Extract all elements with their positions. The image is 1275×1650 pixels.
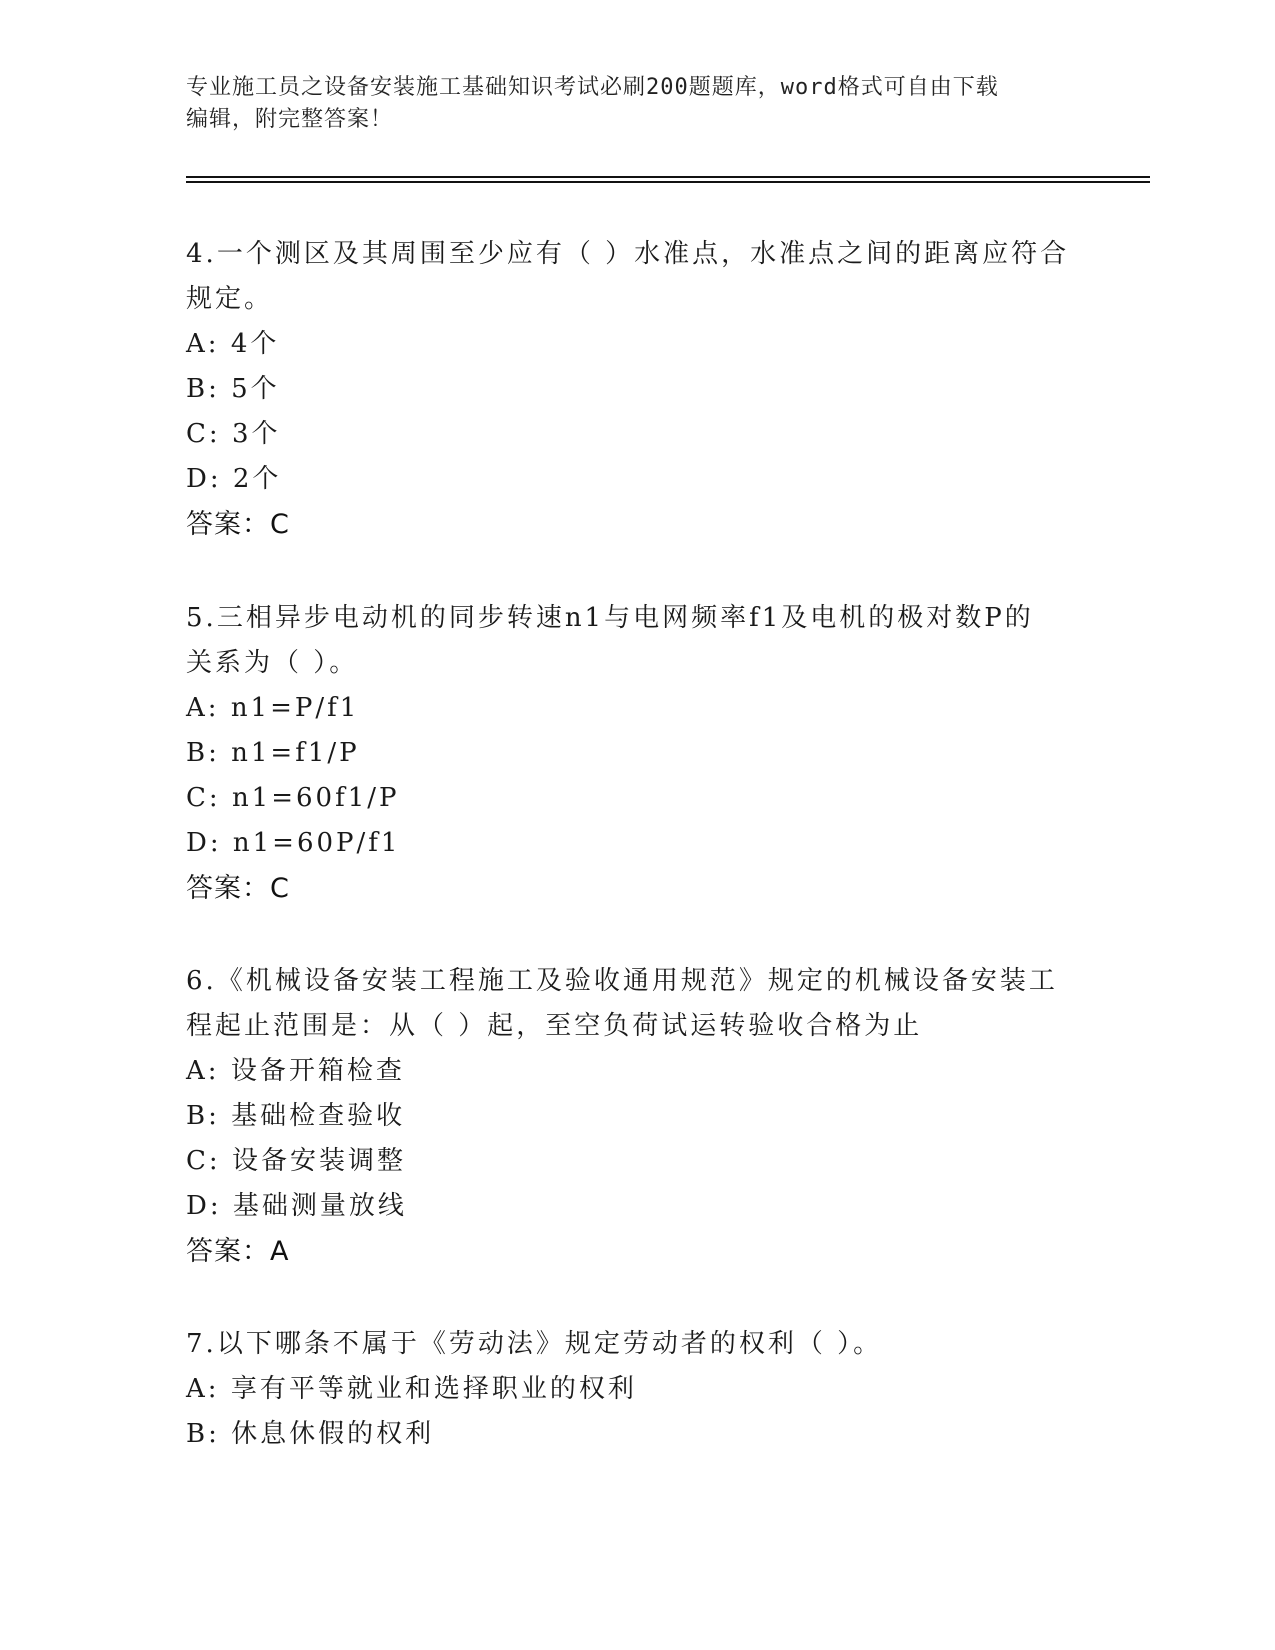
option-b (186, 731, 1086, 776)
option-b (186, 367, 1086, 412)
option-separator: : (208, 1419, 232, 1449)
option-a (186, 1367, 1086, 1412)
option-text: 3个 (231, 419, 281, 449)
option-letter: C (186, 1146, 209, 1176)
option-letter: D (186, 828, 210, 858)
option-text: 休息休假的权利 (231, 1419, 435, 1449)
option-text: n1=P/f1 (230, 693, 360, 723)
option-separator: : (208, 783, 232, 813)
question-stem (186, 1322, 1086, 1367)
header-divider-bottom (186, 181, 1150, 183)
option-text: 享有平等就业和选择职业的权利 (230, 1374, 637, 1404)
option-a (186, 322, 1086, 367)
option-text: 基础检查验收 (231, 1101, 406, 1131)
option-text: 设备开箱检查 (230, 1056, 405, 1086)
option-separator: : (208, 738, 232, 768)
question-stem-line-2: 关系为（ ）。 (186, 648, 359, 678)
option-b (186, 1094, 1086, 1139)
option-text: 设备安装调整 (231, 1146, 406, 1176)
answer-line (186, 502, 1086, 547)
option-separator: : (207, 1056, 231, 1086)
option-text: n1=60f1/P (231, 783, 400, 813)
question-number: 7. (186, 1329, 217, 1359)
option-text: 2个 (232, 464, 282, 494)
option-d (186, 821, 1086, 866)
option-separator: : (207, 1374, 231, 1404)
option-separator: : (208, 1101, 232, 1131)
option-text: 5个 (231, 374, 280, 404)
option-separator: : (209, 464, 233, 494)
answer-label: 答案： (186, 873, 270, 904)
option-letter: D (186, 464, 210, 494)
option-separator: : (207, 693, 231, 723)
question-4 (186, 232, 1086, 547)
question-stem-line-2: 程起止范围是：从（ ）起，至空负荷试运转验收合格为止 (186, 1011, 923, 1041)
document-header (186, 72, 1066, 136)
option-d (186, 1184, 1086, 1229)
option-letter: C (186, 419, 209, 449)
option-separator: : (209, 828, 233, 858)
answer-line (186, 866, 1086, 911)
question-stem (186, 232, 1086, 322)
option-separator: : (207, 329, 231, 359)
option-text: n1=60P/f1 (232, 828, 401, 858)
option-letter: B (186, 1101, 209, 1131)
question-stem-line-1: 以下哪条不属于《劳动法》规定劳动者的权利（ ）。 (216, 1329, 883, 1359)
option-separator: : (208, 374, 232, 404)
question-6 (186, 959, 1086, 1274)
answer-label: 答案： (186, 509, 270, 540)
question-stem-line-2: 规定。 (186, 284, 274, 314)
option-text: 基础测量放线 (232, 1191, 407, 1221)
option-letter: B (186, 738, 209, 768)
option-letter: D (186, 1191, 210, 1221)
option-c (186, 412, 1086, 457)
option-a (186, 1049, 1086, 1094)
question-7 (186, 1322, 1086, 1457)
answer-value: C (270, 873, 290, 904)
answer-line (186, 1229, 1086, 1274)
option-text: 4个 (230, 329, 280, 359)
question-stem (186, 596, 1086, 686)
answer-value: A (270, 1236, 290, 1267)
header-line-1: 专业施工员之设备安装施工基础知识考试必刷200题题库，word格式可自由下载 (186, 75, 999, 100)
header-line-2: 编辑，附完整答案！ (186, 107, 394, 132)
question-number: 4. (186, 239, 217, 269)
option-letter: A (186, 1056, 208, 1086)
question-stem-line-1: 一个测区及其周围至少应有（ ）水准点，水准点之间的距离应符合 (216, 239, 1070, 269)
option-separator: : (209, 1191, 233, 1221)
question-stem-line-1: 《机械设备安装工程施工及验收通用规范》规定的机械设备安装工 (216, 966, 1058, 996)
option-separator: : (208, 419, 232, 449)
option-letter: C (186, 783, 209, 813)
question-number: 6. (186, 966, 217, 996)
option-letter: A (186, 1374, 208, 1404)
option-text: n1=f1/P (231, 738, 360, 768)
option-d (186, 457, 1086, 502)
option-letter: B (186, 374, 209, 404)
option-letter: A (186, 329, 208, 359)
question-number: 5. (186, 603, 217, 633)
option-letter: A (186, 693, 208, 723)
header-divider-top (186, 176, 1150, 178)
option-c (186, 1139, 1086, 1184)
option-a (186, 686, 1086, 731)
option-separator: : (208, 1146, 232, 1176)
option-letter: B (186, 1419, 209, 1449)
option-c (186, 776, 1086, 821)
question-5 (186, 596, 1086, 911)
question-stem (186, 959, 1086, 1049)
answer-label: 答案： (186, 1236, 270, 1267)
question-stem-line-1: 三相异步电动机的同步转速n1与电网频率f1及电机的极对数P的 (216, 603, 1034, 633)
option-b (186, 1412, 1086, 1457)
answer-value: C (270, 509, 290, 540)
